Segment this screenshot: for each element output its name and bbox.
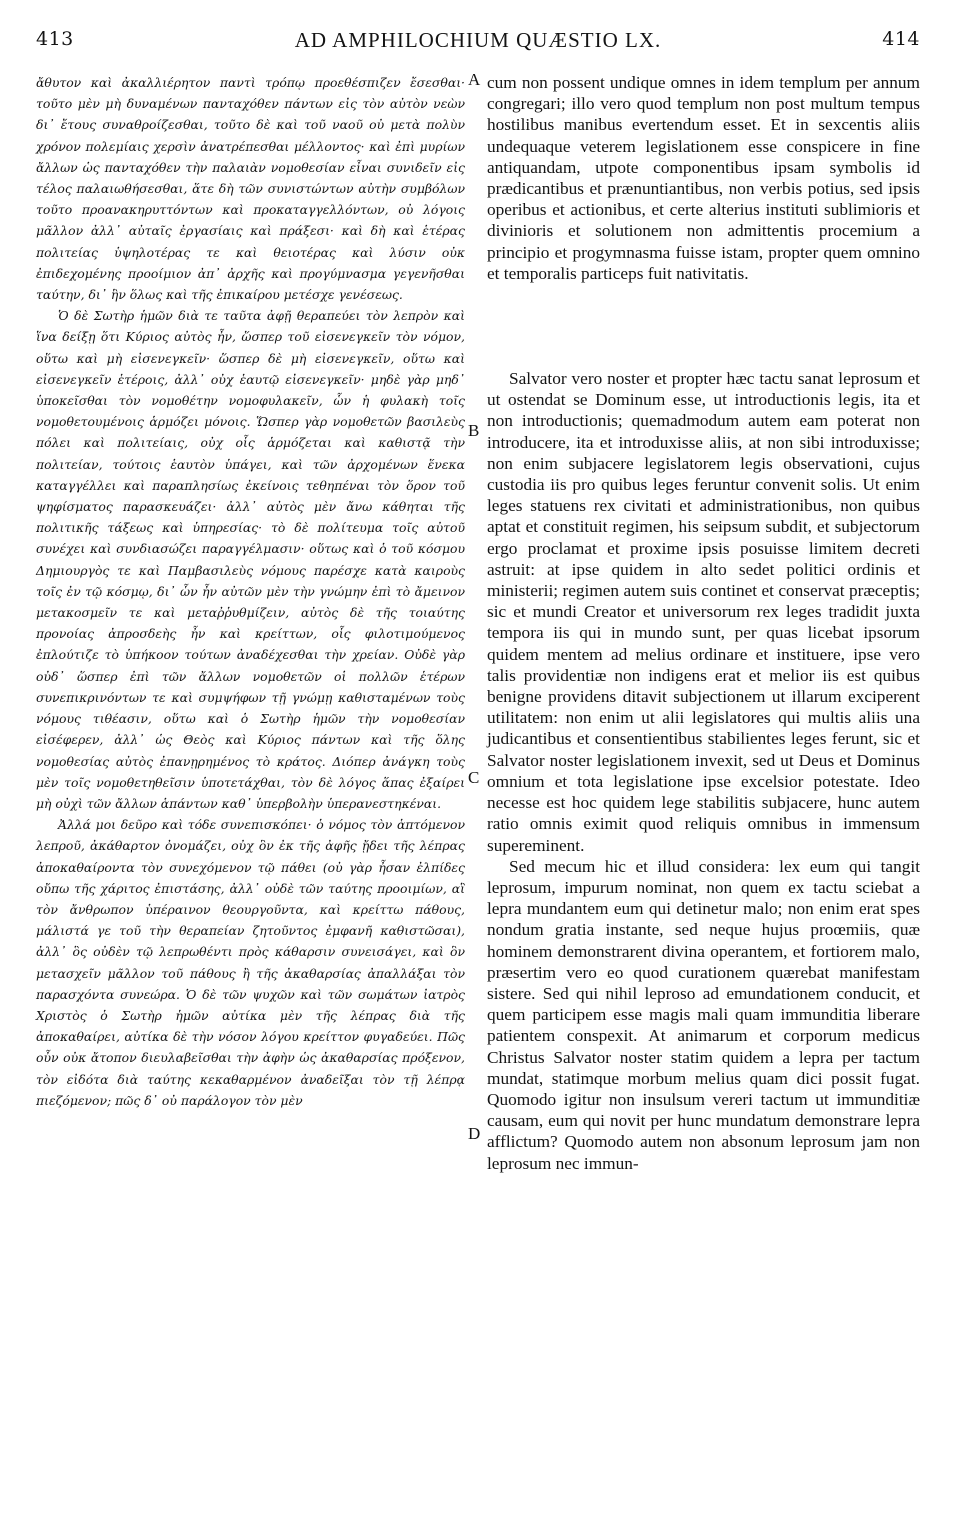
page-number-left: 413 bbox=[36, 28, 74, 50]
latin-column bbox=[487, 72, 920, 1174]
paragraph-spacer bbox=[487, 284, 920, 368]
running-title: AD AMPHILOCHIUM QUÆSTIO LX. bbox=[294, 28, 662, 52]
greek-column bbox=[36, 72, 465, 1111]
running-header bbox=[36, 28, 920, 62]
section-marker-c: C bbox=[468, 768, 480, 787]
latin-paragraph-1: cum non possent undique omnes in idem templum per annum congregari; illo vero quod templum non post multum tempus hostilibus manibus evertendum esset. Et in sexcentis aliis undequaque veterem legislationem esse conspicere in fine antiquandam, utpote componentibus ipsam symbolis id prædicantibus et prænuntiantibus, non verbis potius, sed ipsis operibus et actionibus, et certe alterius instituti sublimioris et divinioris et solutionem non admittentis procemium a principio et progymnasma fuisse istam, propter quem omnino et temporalis particeps fuit nativitatis. bbox=[487, 73, 920, 283]
section-marker-a: A bbox=[468, 70, 481, 89]
section-marker-b: B bbox=[468, 421, 480, 440]
page-number-right: 414 bbox=[882, 28, 920, 50]
section-marker-d: D bbox=[468, 1124, 481, 1143]
latin-paragraph-3: Sed mecum hic et illud considera: lex eum qui tangit leprosum, impurum nominat, non quem ex tactu sciebat a lepra mundantem eum qui detinetur malo; non enim erat spes nondum gratia instante, sed neque hujus proœmiis, quæ hominem demonstrarent divina operantem, et fortiorem malo, præsertim vero eo quod curationem quærebat manifestam sistere. Sed qui nihil leproso ad emundationem conducit, et quem participem esse magis mali quam immunditia liberare patientem conspexit. At animarum et corporum medicus Christus Salvator noster statim quidem a lepra per tactum mundat, statimque morbum melius quam dici possit fugat. Quomodo igitur non insulsum vereri tactum ut immunditiæ causam, eum qui novit per hunc mundatum demonstrare lepra afflictum? Quomodo autem non absonum leprosum jam non leprosum nec immun- bbox=[487, 856, 920, 1173]
greek-paragraph-2: Ὁ δὲ Σωτὴρ ἡμῶν διὰ τε ταῦτα ἀφῇ θεραπεύει τὸν λεπρὸν καὶ ἵνα δείξῃ ὅτι Κύριος αὐτὸς ἦν, ὥσπερ τοῦ εἰσενεγκεῖν τὸν νόμον, οὕτω καὶ μὴ εἰσενεγκεῖν· ὥσπερ δὲ μὴ εἰσενεγκεῖν, οὕτω καὶ εἰσενεγκεῖν ἑτέροις, ἀλλ᾽ οὐχ ἑαυτῷ εἰσενεγκεῖν· μηδὲ γὰρ μηδ᾽ ὑποκεῖσθαι τὸν νομοθέτην νομοφυλακεῖν, ὧν ἡ φυλακὴ τοῖς νομοθετουμένοις ἁρμόζει μόνοις. Ὥσπερ γὰρ νομοθετῶν βασιλεὺς πόλει καὶ πολιτείαις, οὐχ οἷς ἁρμόζεται καὶ καθιστᾷ τὴν πολιτείαν, τούτοις ἑαυτὸν ὑπάγει, καὶ τῶν ἀρχομένων ἕνεκα καταγγέλλει καὶ παραπλησίως ἐκείνοις τεθηπέναι τὸν ὅρον τοῦ ψηφίσματος παρασκευάζει· ἀλλ᾽ αὐτὸς μὲν ἄνω κάθηται τῆς πολιτικῆς τάξεως καὶ ὑπηρεσίας· τὸ δὲ πολίτευμα τοῖς αὐτοῦ συνέχει καὶ συνδιασώζει παραγγέλμασιν· οὕτως καὶ ὁ τοῦ κόσμου Δημιουργὸς τε καὶ Παμβασιλεὺς νόμους παρέσχε κατὰ καιροὺς τοῖς ἐν τῷ κόσμῳ, δι᾽ ὧν ἦν αὐτῶν μὲν τὴν γνώμην ἐπὶ τὸ ἄμεινον μετακοσμεῖν τε καὶ μεταῤῥυθμίζειν, αὐτὸς δὲ τῆς τοιαύτης προνοίας ἀπροσδεὴς ἦν καὶ κρείττων, οἷς φιλοτιμούμενος ἐπλούτιζε τὸ ὑπήκοον τούτων ἀναδέχεσθαι τὴν χρείαν. Οὐδὲ γὰρ οὐδ᾽ ὥσπερ ἐπὶ τῶν ἄλλων νομοθετῶν οἱ πολλῶν ἑτέρων συνεπικρινόντων τε καὶ συμψήφων τῇ γνώμῃ καθισταμένων τοὺς νόμους τιθέασιν, οὕτω καὶ ὁ Σωτὴρ ἡμῶν τὴν νομοθεσίαν εἰσέφερεν, ἀλλ᾽ ὡς Θεὸς καὶ Κύριος πάντων καὶ τῆς ὅλης νομοθεσίας αὐτὸς ἐπανῃρημένος τὸ κράτος. Διόπερ ἀνάγκη τοὺς μὲν τοῖς νομοθετηθεῖσιν ὑποτετάχθαι, τὸν δὲ λόγος ἅπας ἐξαίρει μὴ οὐχὶ τῶν ἄλλων ἁπάντων καθ᾽ ὑπερβολὴν ὑπερανεστηκέναι. bbox=[36, 308, 465, 811]
greek-paragraph-1: ἄθυτον καὶ ἀκαλλιέρητον παντὶ τρόπῳ προεθέσπιζεν ἔσεσθαι· τοῦτο μὲν μὴ δυναμένων πανταχόθεν πάντων εἰς τὸν αὐτὸν νεὼν δι᾽ ἔτους συναθροίζεσθαι, τοῦτο δὲ καὶ τοῦ ναοῦ οὐ μετὰ πολὺν χρόνον πολεμίαις χερσὶν ἀνατρέπεσθαι μέλλοντος· καὶ ἐπὶ μυρίων ἄλλων ὡς πανταχόθεν τὴν παλαιὰν νομοθεσίαν εἶναι συνιδεῖν εἰς τέλος παλαιωθήσεσθαι, ἅτε δὴ τῶν συνιστώντων αὐτὴν συμβόλων τοῦτο προανακηρυττόντων καὶ προκαταγγελλόντων, οὐ λόγοις μᾶλλον ἀλλ᾽ αὐταῖς ἐργασίαις καὶ πράξεσι· καὶ δὴ καὶ ἑτέρας πολιτείας ὑψηλοτέρας τε καὶ θειοτέρας καὶ λύσιν οὐκ ἐπιδεχομένης προοίμιον ἀπ᾽ ἀρχῆς καὶ προγύμνασμα γεγενῆσθαι ταύτην, δι᾽ ἣν ὅλως καὶ τῆς ἐπικαίρου μετέσχε γενέσεως. bbox=[36, 75, 465, 303]
greek-paragraph-3: Ἀλλά μοι δεῦρο καὶ τόδε συνεπισκόπει· ὁ νόμος τὸν ἁπτόμενον λεπροῦ, ἀκάθαρτον ὀνομάζει, οὐχ ὃν ἐκ τῆς ἀφῆς ᾔδει τῆς λέπρας ἀποκαθαίροντα τὸν συνεχόμενον τῷ πάθει (οὐ γὰρ ἦσαν ἐλπίδες οὔπω τῆς χάριτος ἐπιστάσης, ἀλλ᾽ οὐδὲ τῶν ταύτης προοιμίων, αἳ τὸν ἄνθρωπον ὑπέραινον θεουργοῦντα, καὶ κρείττω πάθους, μάλιστά γε τοῦ τὴν θεραπείαν ζητοῦντος ἐμφανῆ καθιστῶσαι), ἀλλ᾽ ὃς οὐδὲν τῷ λεπρωθέντι πρὸς κάθαρσιν συνεισάγει, καὶ ὃν μετασχεῖν μᾶλλον τοῦ πάθους ἢ τῆς ἀκαθαρσίας ἀπαλλάξαι τὸν παρασχόντα συνεώρα. Ὁ δὲ τῶν ψυχῶν καὶ τῶν σωμάτων ἰατρὸς Χριστὸς ὁ Σωτὴρ ἡμῶν αὐτίκα μὲν τῆς λέπρας διὰ τῆς ἀποκαθαίρει, αὐτίκα δὲ τὴν νόσον λόγου κρείττον φυγαδεύει. Πῶς οὖν οὐκ ἄτοπον διευλαβεῖσθαι τὴν ἀφὴν ὡς ἀκαθαρσίας πρόξενον, τὸν εἰδότα διὰ ταύτης κεκαθαρμένον ἀναδεῖξαι τὸν τῇ λέπρᾳ πιεζόμενον; πῶς δ᾽ οὐ παράλογον τὸν μὲν bbox=[36, 817, 465, 1108]
latin-paragraph-2: Salvator vero noster et propter hæc tactu sanat leprosum et ut ostendat se Dominum esse, ut introductionis legis, ita et non introductionis; quemadmodum autem eam poterat non introducere, ita et introduxisse aliis, at non sibi introduxisse; non enim subjacere legislatorem legis observationi, cujus custodia iis pro quibus leges feruntur convenit solis. Ut enim leges statuens rex civitati et administrationibus, non quibus aptat et constituit regimen, his seipsum subdit, et subjectorum ergo proclamat et proxime ipsis posuisse limitem decreti astruit: at ipse quidem in alto sedet politici ordinis et ministerii; regimen autem suis continet et conservat præceptis; sic et mundi Creator et universorum rex leges tradidit juxta tempora iis qui in mundo sunt, per quas licebat ipsorum quidem mentem ad melius ordinare et instituere, ipse vero talis providentiæ non indigens erat et melior iis est quibus benigne providens ditavit subjectionem ut illarum exciperent utilitatem: non enim ut alii legislatores qui multis aliis una judicantibus et consentientibus stabilientes leges ferunt, sic et Salvator noster legislationem invexit, sed ut Deus et Dominus omnium et tota legislatione ipse excelsior potestate. Ideo necesse est hoc quidem lege stabilitis subjacere, hunc autem ratio omnis eximit quod reliquis omnibus in immensum supereminent. bbox=[487, 369, 920, 855]
